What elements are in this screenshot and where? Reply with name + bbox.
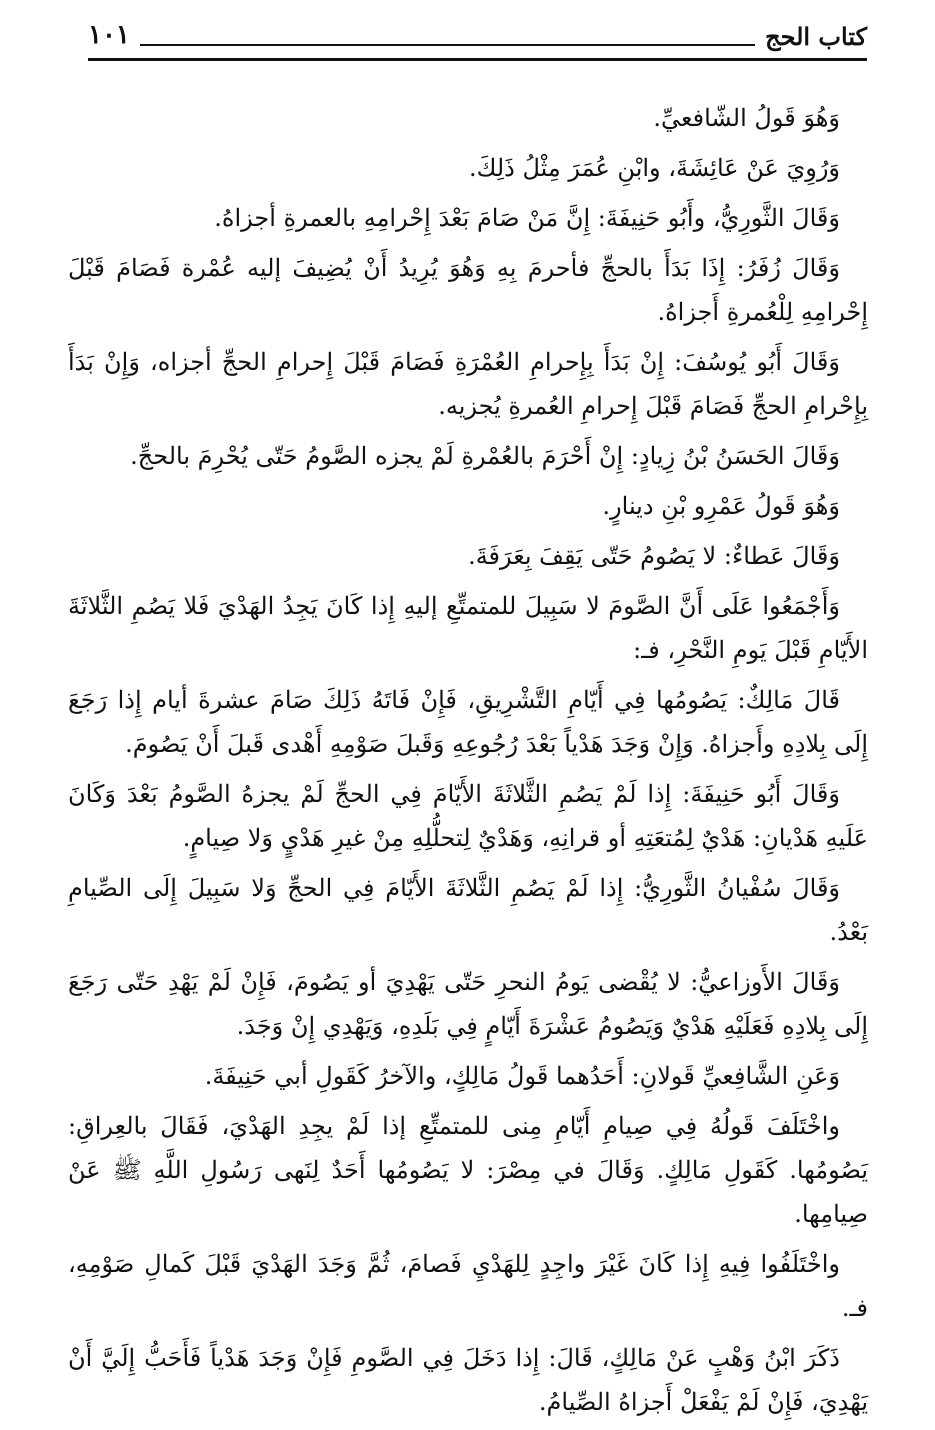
running-title: كتاب الحج — [765, 22, 867, 51]
paragraph: ذَكَرَ ابْنُ وَهْبٍ عَنْ مَالِكٍ، قَالَ: إِذا دَخَلَ فِي الصَّومِ فَإِنْ وَجَدَ هَدْياً فَأَحَبُّ إِلَيَّ أَنْ يَهْدِيَ، فَإِنْ لَمْ يَفْعَلْ أَجزاهُ الصِّيامُ. — [68, 1344, 868, 1416]
paragraph: وَهُوَ قَولُ الشّافعيِّ. — [653, 104, 840, 132]
paragraph: وَأَجْمَعُوا عَلَى أَنَّ الصَّومَ لا سَبِيلَ للمتمتِّعِ إليهِ إِذا كَانَ يَجِدُ الهَدْيَ فَلا يَصُمِ الثَّلاثَةَ الأَيّامِ قَبْلَ يَومِ النَّحْرِ، فـ: — [68, 592, 868, 664]
paragraph: وَرُوِيَ عَنْ عَائِشَةَ، وابْنِ عُمَرَ مِثْلُ ذَلِكَ. — [468, 154, 840, 182]
paragraph: وَقَالَ عَطاءٌ: لا يَصُومُ حَتّى يَقِفَ بِعَرَفَةَ. — [468, 542, 840, 570]
paragraph: وَقَالَ سُفْيانُ الثَّورِيُّ: إِذا لَمْ يَصُمِ الثَّلاثَةَ الأَيّامَ فِي الحجِّ وَلا سَبِيلَ إِلَى الصِّيامِ بَعْدُ. — [68, 874, 868, 946]
page-header — [88, 14, 867, 56]
paragraph: وَهُوَ قَولُ عَمْرِو بْنِ دينارٍ. — [602, 492, 840, 520]
header-rule — [140, 44, 755, 46]
paragraph: وَعَنِ الشَّافِعيِّ قَولانِ: أَحَدُهما قَولُ مَالِكٍ، والآخرُ كَقَولِ أبي حَنِيفَةَ. — [204, 1062, 840, 1090]
paragraph: قَالَ مَالِكٌ: يَصُومُها فِي أَيّامِ التَّشْرِيقِ، فَإِنْ فَاتَهُ ذَلِكَ صَامَ عشرةَ أيام إِذا رَجَعَ إِلَى بِلادِهِ وأَجزاهُ. وَإِنْ وَجَدَ هَدْياً بَعْدَ رُجُوعِهِ وَقَبلَ صَوْمِهِ أَهْدى قَبلَ أَنْ يَصُومَ. — [68, 686, 868, 758]
page-number: ١٠١ — [88, 20, 130, 50]
paragraph: وَقَالَ زُفَرُ: إِذَا بَدَأَ بالحجِّ فأحرمَ بِهِ وَهُوَ يُرِيدُ أَنْ يُضِيفَ إليه عُمْرة فَصَامَ قَبْلَ إِحْرامِهِ لِلْعُمرةِ أَجزاهُ. — [68, 254, 868, 326]
paragraph: واخْتَلَفَ قَولُهُ فِي صِيامِ أَيّامِ مِنى للمتمتِّعِ إذا لَمْ يجِدِ الهَدْيَ، فَقَالَ بالعِراقِ: يَصُومُها. كَقَولِ مَالِكٍ. وَقَالَ في مِصْرَ: لا يَصُومُها أَحَدٌ لِنَهى رَسُولِ اللَّهِ ﷺ عَنْ صِيامِها. — [68, 1112, 868, 1228]
paragraph: وَقَالَ أَبُو يُوسُفَ: إِنْ بَدَأَ بِإِحرامِ العُمْرَةِ فَصَامَ قَبْلَ إِحرامِ الحجِّ أجزاه، وَإِنْ بَدَأَ بِإِحْرامِ الحجِّ فَصَامَ قَبْلَ إِحرامِ العُمرةِ يُجزيه. — [68, 348, 868, 420]
page-body — [68, 96, 868, 1430]
paragraph: واخْتَلَفُوا فِيهِ إِذا كَانَ غَيْرَ واجِدٍ لِلهَدْيِ فَصامَ، ثُمَّ وَجَدَ الهَدْيَ قَبْلَ كَمالِ صَوْمِهِ، فـ. — [68, 1250, 868, 1322]
paragraph: وَقَالَ الحَسَنُ بْنُ زِيادٍ: إِنْ أَحْرَمَ بالعُمْرةِ لَمْ يجزه الصَّومُ حَتّى يُحْرِمَ بالحجِّ. — [130, 442, 840, 470]
paragraph: وَقَالَ الثَّورِيُّ، وأَبُو حَنِيفَةَ: إِنَّ مَنْ صَامَ بَعْدَ إِحْرامِهِ بالعمرةِ أجزاهُ. — [214, 204, 840, 232]
header-divider — [88, 58, 867, 61]
paragraph: وَقَالَ الأَوزاعيُّ: لا يُقْضى يَومُ النحرِ حَتّى يَهْدِيَ أو يَصُومَ، فَإِنْ لَمْ يَهْدِ حَتّى رَجَعَ إِلَى بِلادِهِ فَعَلَيْهِ هَدْيٌ وَيَصُومُ عَشْرَةَ أَيّامٍ فِي بَلَدِهِ، وَيَهْدِي إِنْ وَجَدَ. — [68, 968, 868, 1040]
paragraph: وَقَالَ أَبُو حَنِيفَةَ: إِذا لَمْ يَصُمِ الثَّلاثَةَ الأَيّامَ فِي الحجِّ لَمْ يجزهُ الصَّومُ بَعْدَ وَكَانَ عَلَيهِ هَدْيانِ: هَدْيٌ لِمُتعَتِهِ أو قرانِهِ، وَهَدْيٌ لِتحلُّلِهِ مِنْ غيرِ هَدْيٍ وَلا صِيامٍ. — [68, 780, 868, 852]
